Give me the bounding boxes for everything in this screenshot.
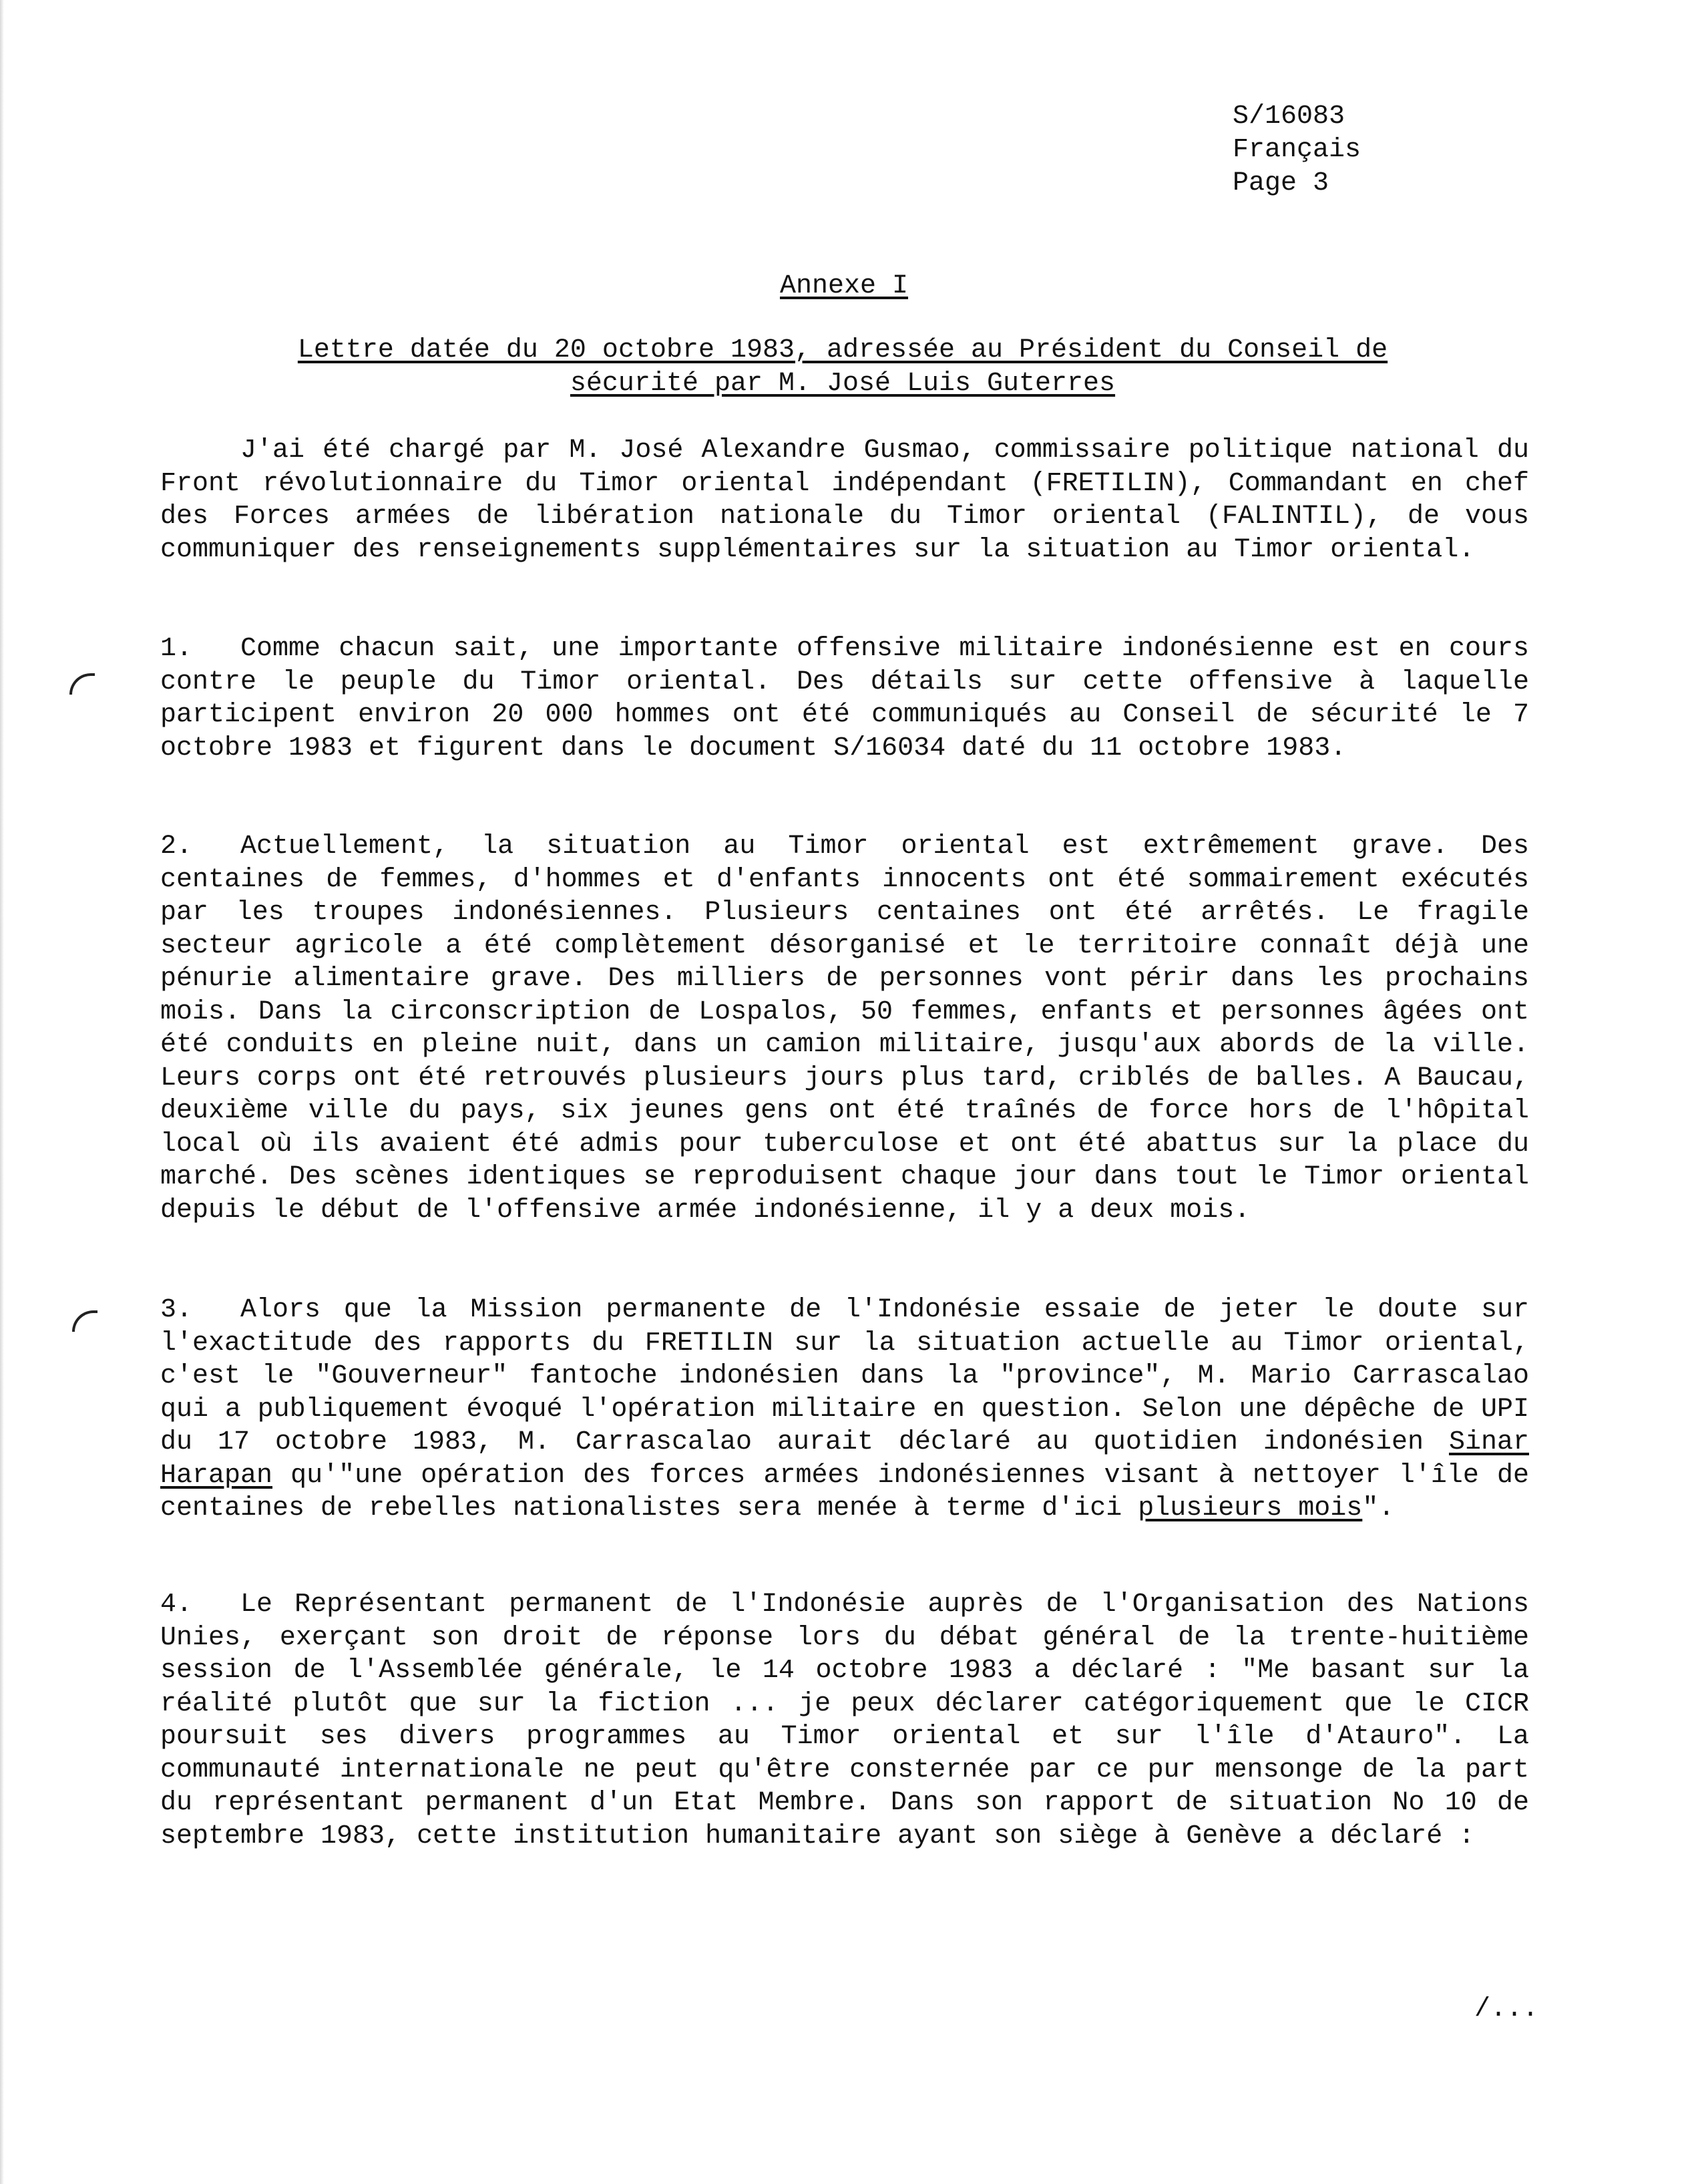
paragraph-1 <box>160 632 1529 765</box>
paragraph-text: Actuellement, la situation au Timor oriental est extrêmement grave. Des centaines de femmes, d'hommes et d'enfants innocents ont été sommairement exécutés par les troupes indonésiennes. Plusieurs centaines ont été arrêtés. Le fragile secteur agricole a été complètement désorganisé et le territoire connaît déjà une pénurie alimentaire grave. Des milliers de personnes vont périr dans les prochains mois. Dans la circonscription de Lospalos, 50 femmes, enfants et personnes âgées ont été conduits en pleine nuit, dans un camion militaire, jusqu'aux abords de la ville. Leurs corps ont été retrouvés plusieurs jours plus tard, criblés de balles. A Baucau, deuxième ville du pays, six jeunes gens ont été traînés de force hors de l'hôpital local où ils avaient été admis pour tuberculose et ont été abattus sur la place du marché. Des scènes identiques se reproduisent chaque jour dans tout le Timor oriental depuis le début de l'offensive armée indonésienne, il y a deux mois. <box>160 832 1529 1226</box>
page-number: Page 3 <box>1233 168 1329 198</box>
paragraph-text: Le Représentant permanent de l'Indonésie auprès de l'Organisation des Nations Unies, exerçant son droit de réponse lors du débat général de la trente-huitième session de l'Assemblée générale, le 14 octobre 1983 a déclaré : "Me basant sur la réalité plutôt que sur la fiction ... je peux déclarer catégoriquement que le CICR poursuit ses divers programmes au Timor oriental et sur l'île d'Atauro". La communauté internationale ne peut qu'être consternée par ce pur mensonge de la part du représentant permanent d'un Etat Membre. Dans son rapport de situation No 10 de septembre 1983, cette institution humanitaire ayant son siège à Genève a déclaré : <box>160 1590 1529 1851</box>
document-language: Français <box>1233 135 1361 165</box>
margin-mark <box>69 673 95 695</box>
scan-edge <box>0 0 4 2184</box>
annex-title <box>0 270 1688 303</box>
paragraph-4 <box>160 1588 1529 1853</box>
paragraph-number: 2. <box>160 832 193 862</box>
paragraph-number: 4. <box>160 1590 193 1620</box>
letter-title <box>200 334 1485 401</box>
paragraph-text-middle: qu'"une opération des forces armées indonésiennes visant à nettoyer l'île de centaines de rebelles nationalistes sera menée à terme d'ici <box>160 1460 1530 1523</box>
letter-title-line-1: Lettre datée du 20 octobre 1983, adressée au Président du Conseil de <box>297 335 1388 365</box>
annex-title-text: Annexe I <box>779 271 909 301</box>
document-header <box>1233 100 1361 200</box>
paragraph-number: 1. <box>160 634 193 664</box>
paragraph-text: Comme chacun sait, une importante offensive militaire indonésienne est en cours contre le peuple du Timor oriental. Des détails sur cette offensive à laquelle participent environ 20 000 hommes ont été communiqués au Conseil de sécurité le 7 octobre 1983 et figurent dans le document S/16034 daté du 11 octobre 1983. <box>160 634 1529 763</box>
paragraph-2 <box>160 830 1529 1227</box>
paragraph-3 <box>160 1294 1529 1525</box>
continuation-mark: /... <box>1474 1994 1539 2024</box>
newspaper-title: Sinar Harapan <box>160 1427 1529 1491</box>
underlined-phrase: plusieurs mois <box>1138 1493 1363 1523</box>
paragraph-number: 3. <box>160 1295 193 1325</box>
letter-title-line-2: sécurité par M. José Luis Guterres <box>570 369 1116 399</box>
intro-text: J'ai été chargé par M. José Alexandre Gusmao, commissaire politique national du Front révolutionnaire du Timor oriental indépendant (FRETILIN), Commandant en chef des Forces armées de libération nationale du Timor oriental (FALINTIL), de vous communiquer des renseignements supplémentaires sur la situation au Timor oriental. <box>160 435 1529 565</box>
document-symbol: S/16083 <box>1233 102 1345 132</box>
margin-mark <box>72 1310 97 1332</box>
paragraph-text-before: Alors que la Mission permanente de l'Indonésie essaie de jeter le doute sur l'exactitude des rapports du FRETILIN sur la situation actuelle au Timor oriental, c'est le "Gouverneur" fantoche indonésien dans la "province", M. Mario Carrascalao qui a publiquement évoqué l'opération militaire en question. Selon une dépêche de UPI du 17 octobre 1983, M. Carrascalao aurait déclaré au quotidien indonésien <box>160 1295 1529 1457</box>
paragraph-text-after: ". <box>1362 1493 1395 1523</box>
intro-paragraph <box>160 434 1529 566</box>
